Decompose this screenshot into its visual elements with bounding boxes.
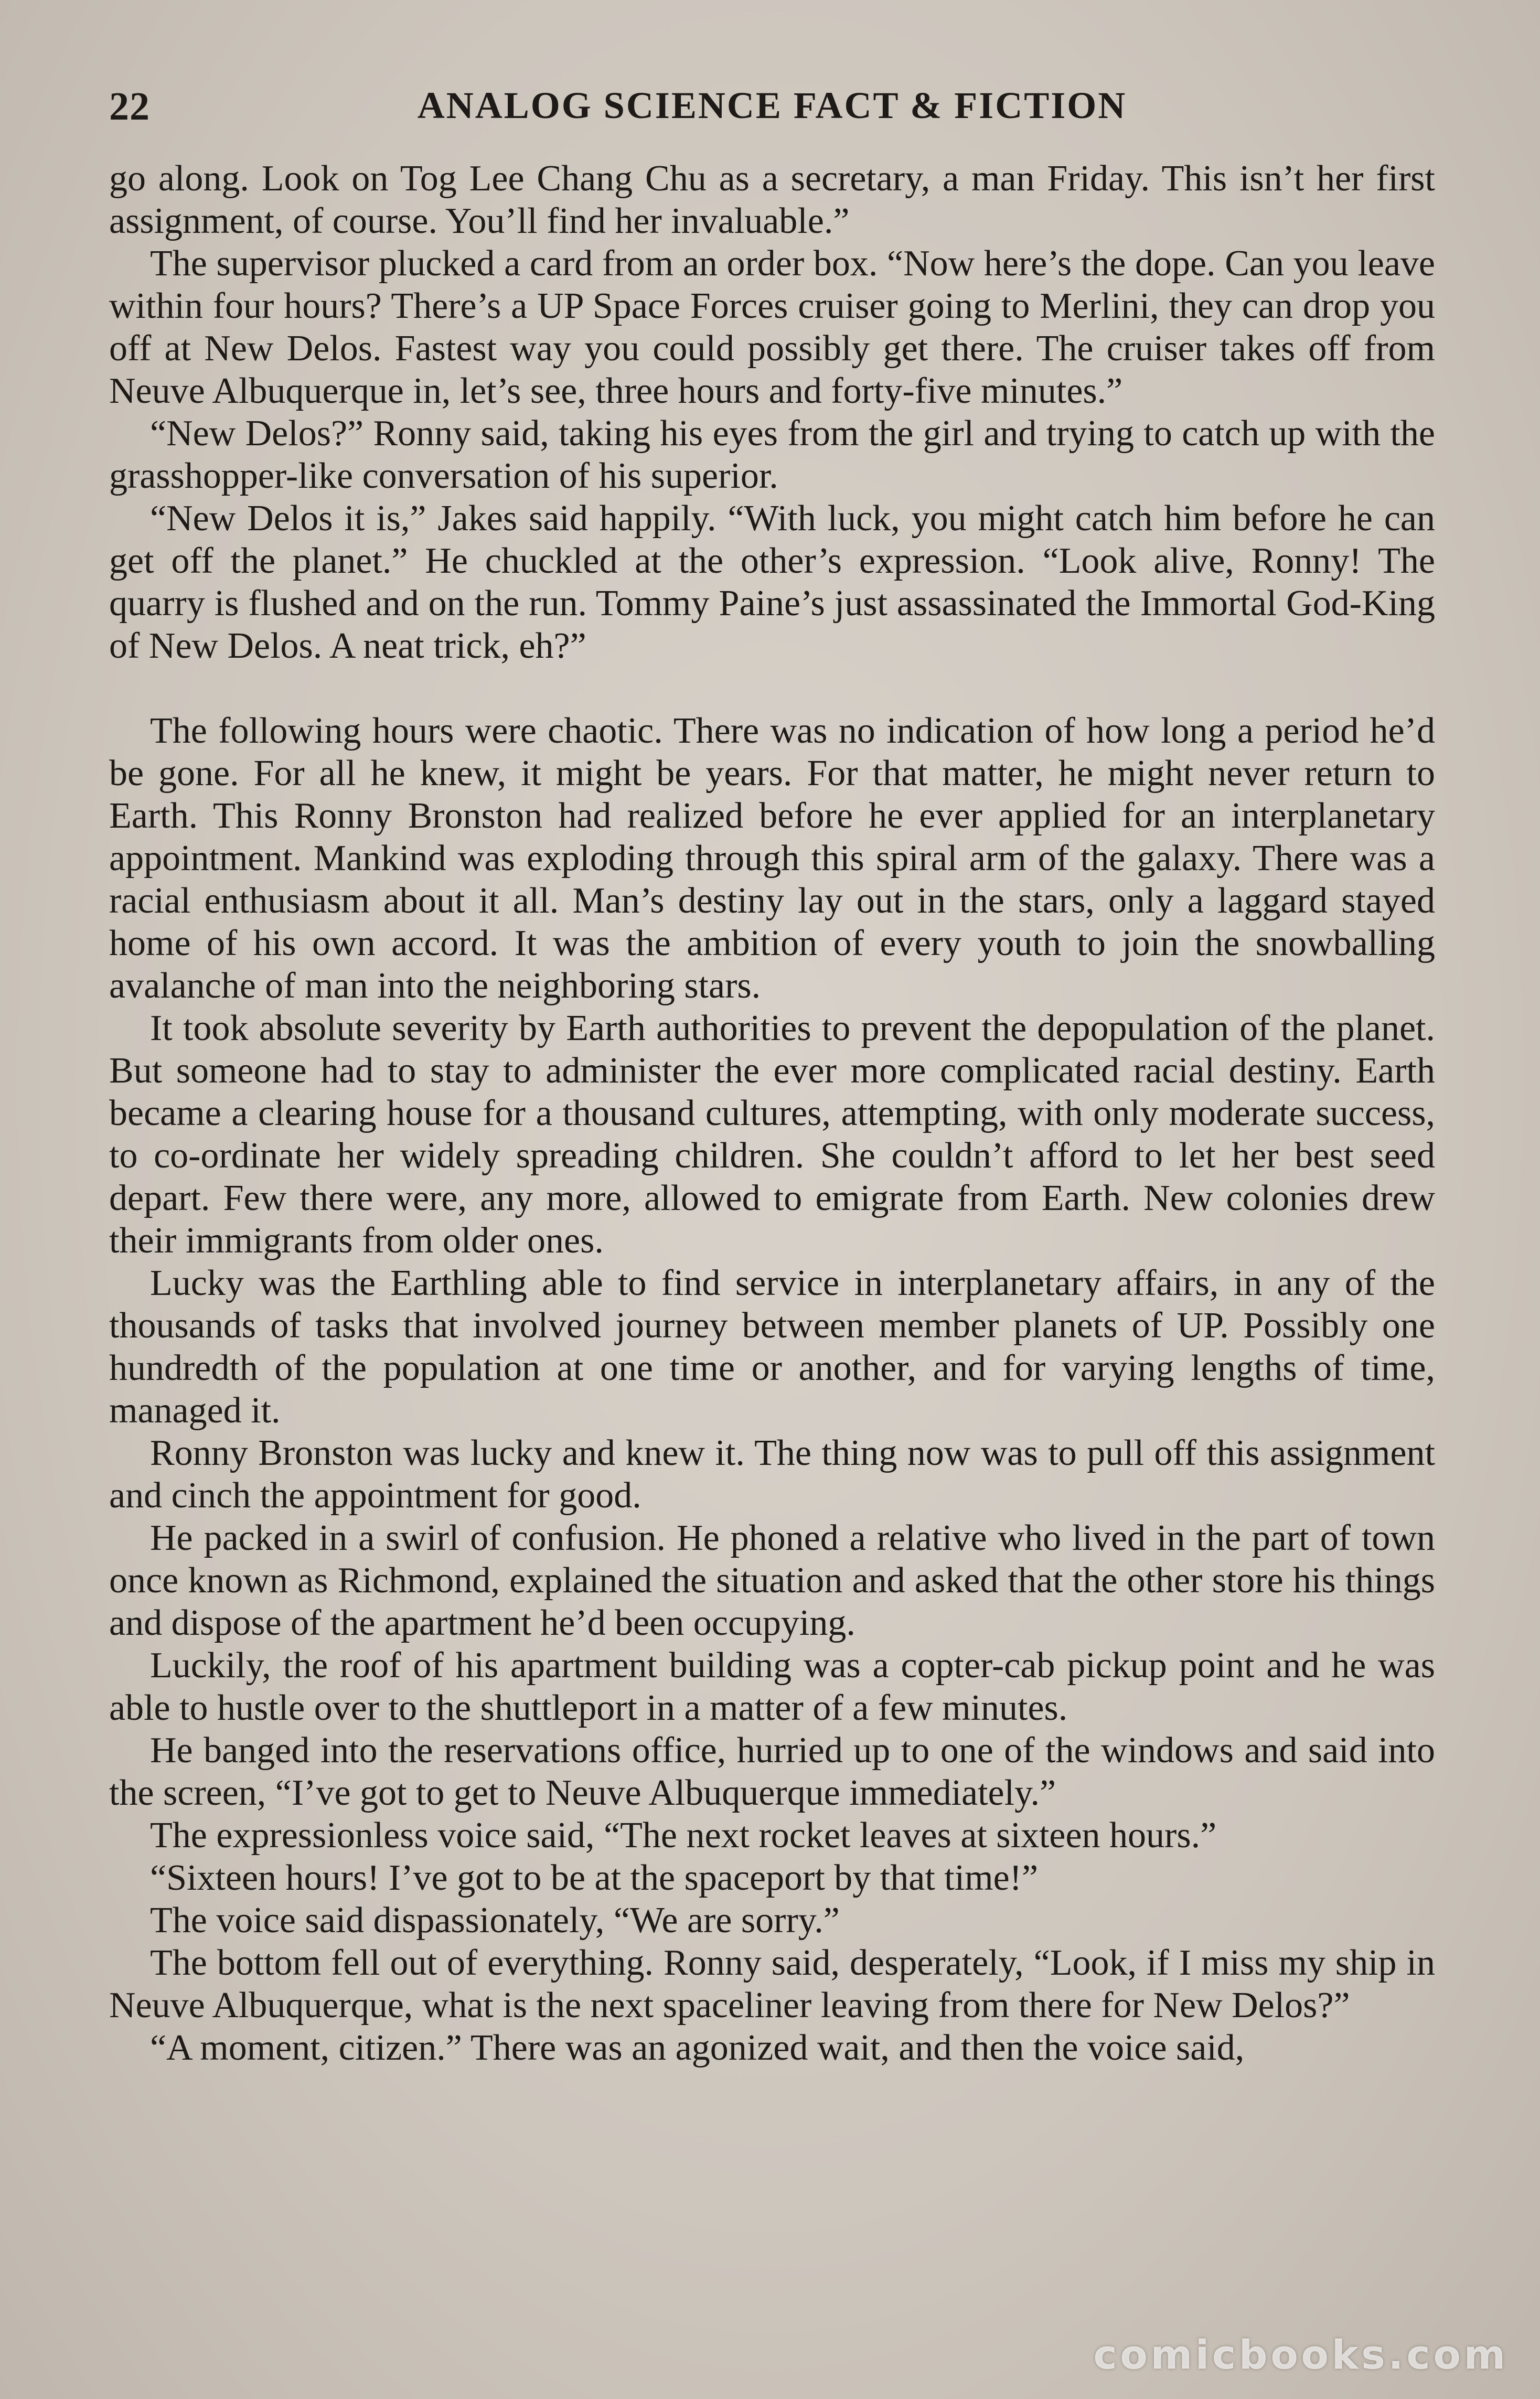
paragraph: The voice said dispassionately, “We are sorry.” [150, 1900, 840, 1941]
running-title: ANALOG SCIENCE FACT & FICTION [417, 84, 1127, 126]
paragraph: He banged into the reservations office, hurried up to one of the windows and said into the screen, “I’ve got to get to Neuve Albuquerque immediately.” [109, 1730, 1435, 1813]
paragraph: The supervisor plucked a card from an order box. “Now here’s the dope. Can you leave within four hours? There’s a UP Space Forces cruiser going to Merlini, they can drop you off at New Delos. Fastest way you could possibly get there. The cruiser takes off from Neuve Albuquerque in, let’s see, three hours and forty-five minutes.” [109, 243, 1435, 411]
paragraph: The expressionless voice said, “The next rocket leaves at sixteen hours.” [150, 1815, 1217, 1856]
section-break [109, 667, 1435, 710]
page-header [109, 84, 1435, 142]
watermark: comicbooks.com [1093, 2331, 1509, 2378]
paragraph: “Sixteen hours! I’ve got to be at the spaceport by that time!” [150, 1858, 1039, 1898]
paragraph: Lucky was the Earthling able to find service in interplanetary affairs, in any of the thousands of tasks that involved journey between member planets of UP. Possibly one hundredth of the population at one time or another, and for varying lengths of time, managed it. [109, 1263, 1435, 1431]
paragraph: Luckily, the roof of his apartment building was a copter-cab pickup point and he was able to hustle over to the shuttleport in a matter of a few minutes. [109, 1645, 1435, 1728]
paragraph: “New Delos it is,” Jakes said happily. “With luck, you might catch him before he can get off the planet.” He chuckled at the other’s expression. “Look alive, Ronny! The quarry is flushed and on the run. Tommy Paine’s just assassinated the Immortal God-King of New Delos. A neat trick, eh?” [109, 498, 1435, 666]
paragraph: The bottom fell out of everything. Ronny said, desperately, “Look, if I miss my ship in Neuve Albuquerque, what is the next spaceliner leaving from there for New Delos?” [109, 1943, 1435, 2026]
paragraph: Ronny Bronston was lucky and knew it. The thing now was to pull off this assignment and cinch the appointment for good. [109, 1433, 1435, 1516]
paragraph: “A moment, citizen.” There was an agonized wait, and then the voice said, [150, 2028, 1245, 2068]
paragraph: It took absolute severity by Earth authorities to prevent the depopulation of the planet. But someone had to stay to administer the ever more complicated racial destiny. Earth became a clearing house for a thousand cultures, attempting, with only moderate success, to co-ordinate her widely spreading children. She couldn’t afford to let her best seed depart. Few there were, any more, allowed to emigrate from Earth. New colonies drew their immigrants from older ones. [109, 1008, 1435, 1261]
paragraph: go along. Look on Tog Lee Chang Chu as a secretary, a man Friday. This isn’t her first assignment, of course. You’ll find her invaluable.” [109, 158, 1435, 241]
paragraph: The following hours were chaotic. There was no indication of how long a period he’d be gone. For all he knew, it might be years. For that matter, he might never return to Earth. This Ronny Bronston had realized before he ever applied for an interplanetary appointment. Mankind was exploding through this spiral arm of the galaxy. There was a racial enthusiasm about it all. Man’s destiny lay out in the stars, only a laggard stayed home of his own accord. It was the ambition of every youth to join the snowballing avalanche of man into the neighboring stars. [109, 711, 1435, 1006]
paragraph: He packed in a swirl of confusion. He phoned a relative who lived in the part of town once known as Richmond, explained the situation and asked that the other store his things and dispose of the apartment he’d been occupying. [109, 1518, 1435, 1643]
body-text [109, 157, 1435, 2069]
page-number: 22 [109, 84, 150, 128]
paragraph: “New Delos?” Ronny said, taking his eyes from the girl and trying to catch up with the grasshopper-like conversation of his superior. [109, 413, 1435, 496]
